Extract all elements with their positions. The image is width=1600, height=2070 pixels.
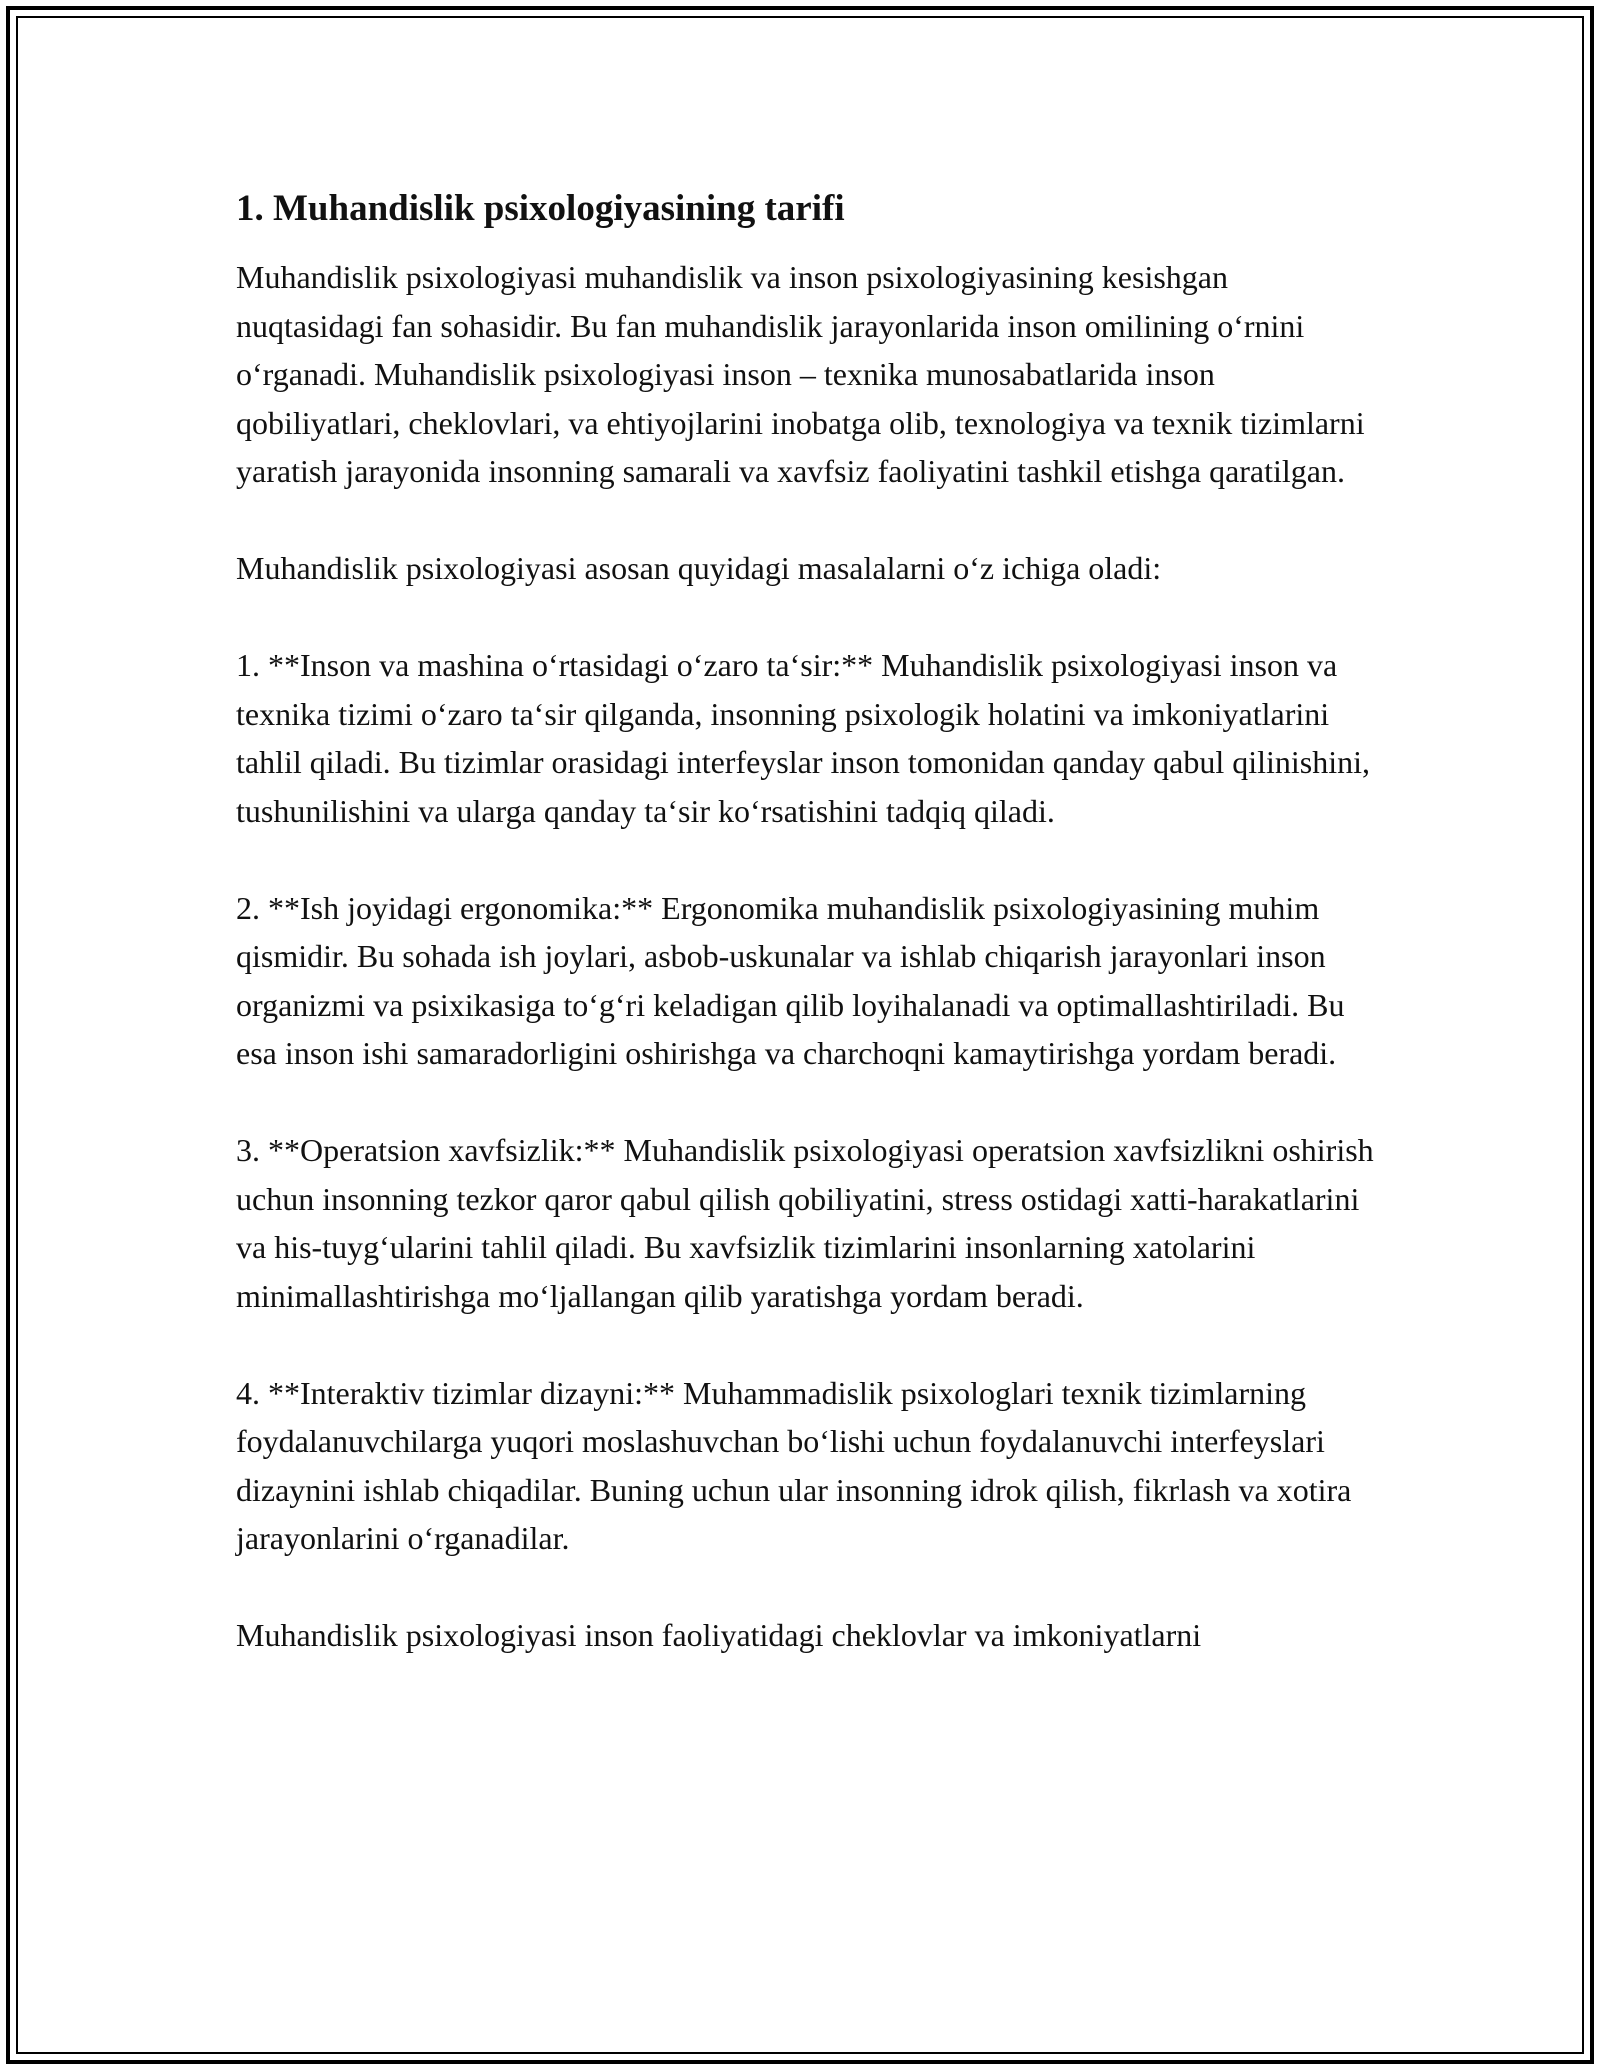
list-item-4: 4. **Interaktiv tizimlar dizayni:** Muhammadislik psixologlari texnik tizimlarning foydalanuvchilarga yuqori moslashuvchan bo‘lishi uchun foydalanuvchi interfeyslari dizaynini ishlab chiqadilar. Buning uchun ular insonning idrok qilish, fikrlash va xotira jarayonlarini o‘rganadilar. — [236, 1374, 1352, 1556]
list-item-3: 3. **Operatsion xavfsizlik:** Muhandislik psixologiyasi operatsion xavfsizlikni oshirish uchun insonning tezkor qaror qabul qilish qobiliyatini, stress ostidagi xatti-harakatlarini va his-tuyg‘ularini tahlil qiladi. Bu xavfsizlik tizimlarini insonlarning xatolarini minimallashtirishga mo‘ljallangan qilib yaratishga yordam beradi. — [236, 1132, 1374, 1314]
section-heading: 1. Muhandislik psixologiyasining tarifi — [236, 188, 845, 229]
list-item-1: 1. **Inson va mashina o‘rtasidagi o‘zaro ta‘sir:** Muhandislik psixologiyasi inson va texnika tizimi o‘zaro ta‘sir qilganda, insonning psixologik holatini va imkoniyatlarini tahlil qiladi. Bu tizimlar orasidagi interfeyslar inson tomonidan qanday qabul qilinishini, tushunilishini va ularga qanday ta‘sir ko‘rsatishini tadqiq qiladi. — [236, 647, 1371, 829]
list-item-2: 2. **Ish joyidagi ergonomika:** Ergonomika muhandislik psixologiyasining muhim qismidir. Bu sohada ish joylari, asbob-uskunalar va ishlab chiqarish jarayonlari inson organizmi va psixikasiga to‘g‘ri keladigan qilib loyihalanadi va optimallashtiriladi. Bu esa inson ishi samaradorligini oshirishga va charchoqni kamaytirishga yordam beradi. — [236, 889, 1345, 1071]
paragraph-closing: Muhandislik psixologiyasi inson faoliyatidagi cheklovlar va imkoniyatlarni — [236, 1617, 1202, 1653]
document-body — [236, 185, 1376, 1708]
paragraph-intro: Muhandislik psixologiyasi muhandislik va inson psixologiyasining kesishgan nuqtasidagi fan sohasidir. Bu fan muhandislik jarayonlarida inson omilining o‘rnini o‘rganadi. Muhandislik psixologiyasi inson – texnika munosabatlarida inson qobiliyatlari, cheklovlari, va ehtiyojlarini inobatga olib, texnologiya va texnik tizimlarni yaratish jarayonida insonning samarali va xavfsiz faoliyatini tashkil etishga qaratilgan. — [236, 259, 1365, 489]
paragraph-lead-in: Muhandislik psixologiyasi asosan quyidagi masalalarni o‘z ichiga oladi: — [236, 550, 1162, 586]
